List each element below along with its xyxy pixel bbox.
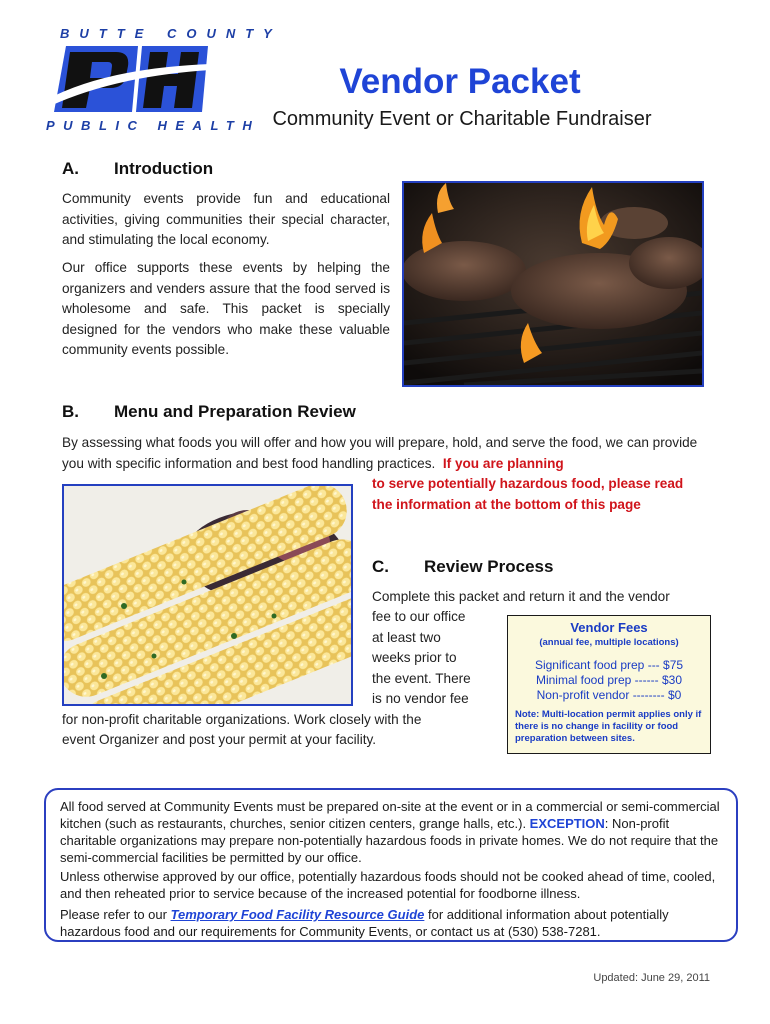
section-a-letter: A. [62, 159, 79, 178]
page-subtitle: Community Event or Charitable Fundraiser [272, 108, 652, 130]
section-a-para2: Our office supports these events by helping the organizers and venders assure that the food served is wholesome and safe. This packet is specially designed for the vendors who make these valuable community events possible. [62, 260, 390, 357]
section-c-line-3: at least two [372, 630, 441, 645]
section-b-heading [62, 402, 356, 422]
notice-para-3 [60, 906, 720, 940]
section-a-para1: Community events provide fun and educational activities, giving communities their special character, and stimulating the local economy. [62, 191, 390, 247]
section-b-intro-text: By assessing what foods you will offer and how you will prepare, hold, and serve the food, we can provide you with specific information and best food handling practices. [62, 435, 698, 471]
hazardous-food-notice [44, 788, 738, 942]
hazard-warning-3: the information at the bottom of this page [372, 497, 641, 512]
section-a-title: Introduction [114, 159, 214, 178]
section-c-line-4: weeks prior to [372, 650, 457, 665]
notice-p3-before: Please refer to our [60, 907, 171, 922]
fees-note: Note: Multi-location permit applies only if there is no change in facility or food preparation between sites. [515, 709, 702, 744]
section-c-title: Review Process [424, 557, 554, 576]
vendor-fees-box [507, 615, 711, 754]
notice-para-1 [60, 798, 720, 866]
section-c-line-8: event Organizer and post your permit at your facility. [62, 732, 377, 747]
notice-p3-after: for additional information about potentially hazardous food and our requirements for Community Events, or contact us at (530) 538-7281. [60, 907, 669, 939]
page-title: Vendor Packet [339, 62, 581, 101]
section-c-line-1: Complete this packet and return it and the vendor [372, 589, 670, 604]
fees-subtitle: (annual fee, multiple locations) [539, 637, 679, 648]
updated-date: Updated: June 29, 2011 [593, 972, 710, 984]
notice-para-2: Unless otherwise approved by our office, potentially hazardous foods should not be cooked ahead of time, cooled, and then reheated prior to service because of the increased potential for foodborne illness. [60, 869, 716, 901]
section-c-line-7: for non-profit charitable organizations. Work closely with the [62, 712, 422, 727]
section-c-letter: C. [372, 557, 389, 576]
section-c-line-2: fee to our office [372, 609, 466, 624]
section-b-letter: B. [62, 402, 79, 421]
notice-p1-before: All food served at Community Events must be prepared on-site at the event or in a commercial or semi-commercial kitchen (such as restaurants, churches, senior citizen centers, grange halls, etc.). [60, 799, 720, 831]
section-a-heading [62, 159, 213, 179]
section-c-line-6: is no vendor fee [372, 691, 469, 706]
fee-item-minimal: Minimal food prep ------ $30 [535, 673, 683, 687]
burger-grill-photo [402, 181, 704, 387]
logo-bottom-text: PUBLIC HEALTH [46, 118, 261, 133]
section-c-heading [372, 557, 553, 577]
notice-exception: EXCEPTION [529, 816, 605, 831]
section-c-line-5: the event. There [372, 671, 471, 686]
notice-p1-after: : Non-profit charitable organizations may prepare non-potentially hazardous foods in private homes. We do not require that the semi-commercial facilities be permitted by our office. [60, 816, 719, 865]
fee-item-significant: Significant food prep --- $75 [534, 658, 684, 672]
fees-title: Vendor Fees [570, 620, 648, 635]
resource-guide-link[interactable]: Temporary Food Facility Resource Guide [170, 907, 425, 922]
section-b-intro [62, 433, 722, 474]
section-b-title: Menu and Preparation Review [114, 402, 356, 421]
hazard-warning-1: If you are planning [442, 455, 564, 471]
public-health-logo [46, 42, 211, 118]
logo-top-text: BUTTE COUNTY [60, 26, 282, 41]
fee-item-nonprofit: Non-profit vendor -------- $0 [536, 688, 682, 702]
corn-on-cob-photo [62, 484, 353, 706]
hazard-warning-2: to serve potentially hazardous food, please read [372, 476, 684, 491]
